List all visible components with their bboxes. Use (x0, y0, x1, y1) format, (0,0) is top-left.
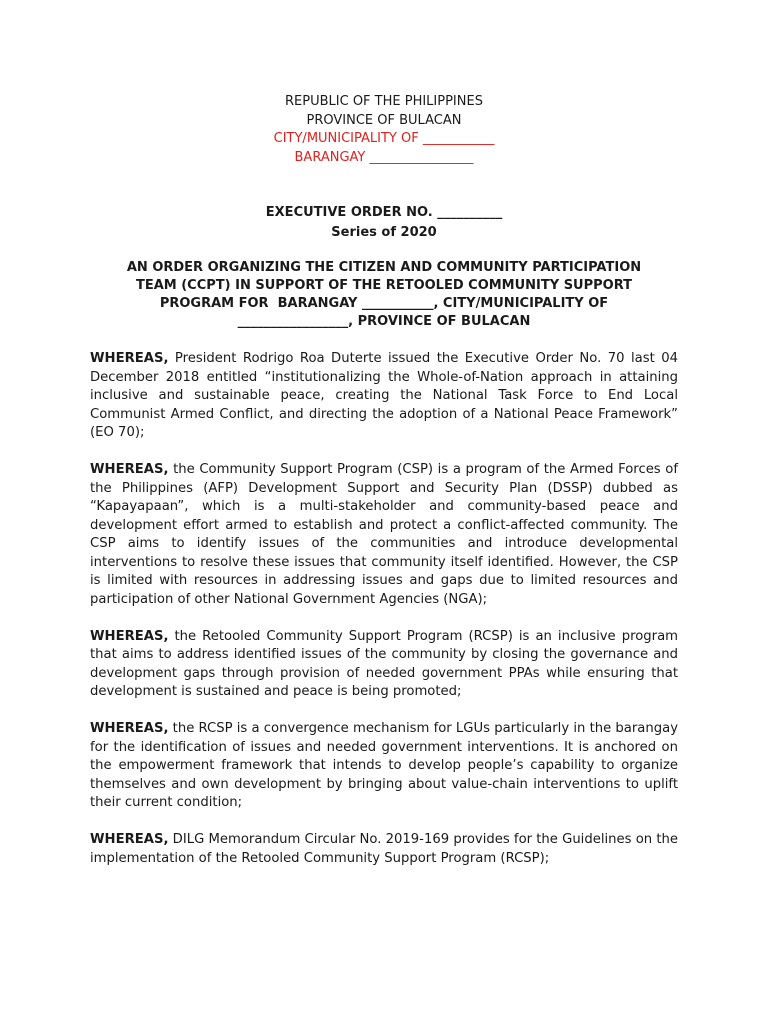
order-title-line-3: PROGRAM FOR BARANGAY ___________, CITY/MUNICIPALITY OF (159, 296, 609, 311)
whereas-lead: WHEREAS, (90, 462, 169, 477)
document-header (0, 93, 768, 167)
whereas-lead: WHEREAS, (90, 351, 169, 366)
header-city-municipality: CITY/MUNICIPALITY OF ___________ (273, 131, 495, 146)
whereas-lead: WHEREAS, (90, 721, 169, 736)
whereas-lead: WHEREAS, (90, 832, 169, 847)
whereas-text: the Retooled Community Support Program (RCSP) is an inclusive program that aims to address identified issues of the community by closing the governance and development gaps through provision of needed government PPAs while ensuring that development is sustained and peace is being promoted; (90, 628, 678, 699)
order-title-line-1: AN ORDER ORGANIZING THE CITIZEN AND COMMUNITY PARTICIPATION (126, 260, 642, 275)
order-title-line-2: TEAM (CCPT) IN SUPPORT OF THE RETOOLED COMMUNITY SUPPORT (135, 278, 633, 293)
executive-order-series: Series of 2020 (331, 224, 437, 240)
whereas-paragraph-2 (90, 461, 678, 609)
whereas-text: the RCSP is a convergence mechanism for LGUs particularly in the barangay for the identification of issues and needed government interventions. It is anchored on the empowerment framework that intends to develop people’s capability to organize themselves and own development by bringing about value-chain interventions to uplift their current condition; (90, 721, 678, 810)
document-body (90, 350, 678, 887)
whereas-lead: WHEREAS, (90, 628, 169, 644)
executive-order-heading (0, 203, 768, 242)
whereas-paragraph-1 (90, 350, 678, 443)
whereas-text: the Community Support Program (CSP) is a program of the Armed Forces of the Philippines (AFP) Development Support and Security Plan (DSSP) dubbed as “Kapayapaan”, which is a multi-stakeholder and community-based peace and development effort armed to establish and protect a conflict-affected community. The CSP aims to identify issues of the communities and introduce developmental interventions to resolve these issues that community itself identified. However, the CSP is limited with resources in addressing issues and gaps due to limited resources and participation of other National Government Agencies (NGA); (90, 462, 678, 607)
whereas-paragraph-5 (90, 831, 678, 868)
executive-order-number: EXECUTIVE ORDER NO. __________ (265, 205, 503, 220)
whereas-text: DILG Memorandum Circular No. 2019-169 provides for the Guidelines on the implementation of the Retooled Community Support Program (RCSP); (90, 832, 678, 866)
whereas-text: President Rodrigo Roa Duterte issued the Executive Order No. 70 last 04 December 2018 entitled “institutionalizing the Whole-of-Nation approach in attaining inclusive and sustainable peace, creating the National Task Force to End Local Communist Armed Conflict, and directing the adoption of a National Peace Framework” (EO 70); (90, 351, 678, 440)
header-republic: REPUBLIC OF THE PHILIPPINES (285, 94, 483, 109)
order-title (0, 259, 768, 331)
whereas-paragraph-4 (90, 720, 678, 813)
whereas-paragraph-3 (90, 628, 678, 702)
header-province: PROVINCE OF BULACAN (306, 112, 462, 128)
header-barangay: BARANGAY ________________ (294, 149, 474, 165)
order-title-line-4: _________________, PROVINCE OF BULACAN (237, 314, 531, 329)
